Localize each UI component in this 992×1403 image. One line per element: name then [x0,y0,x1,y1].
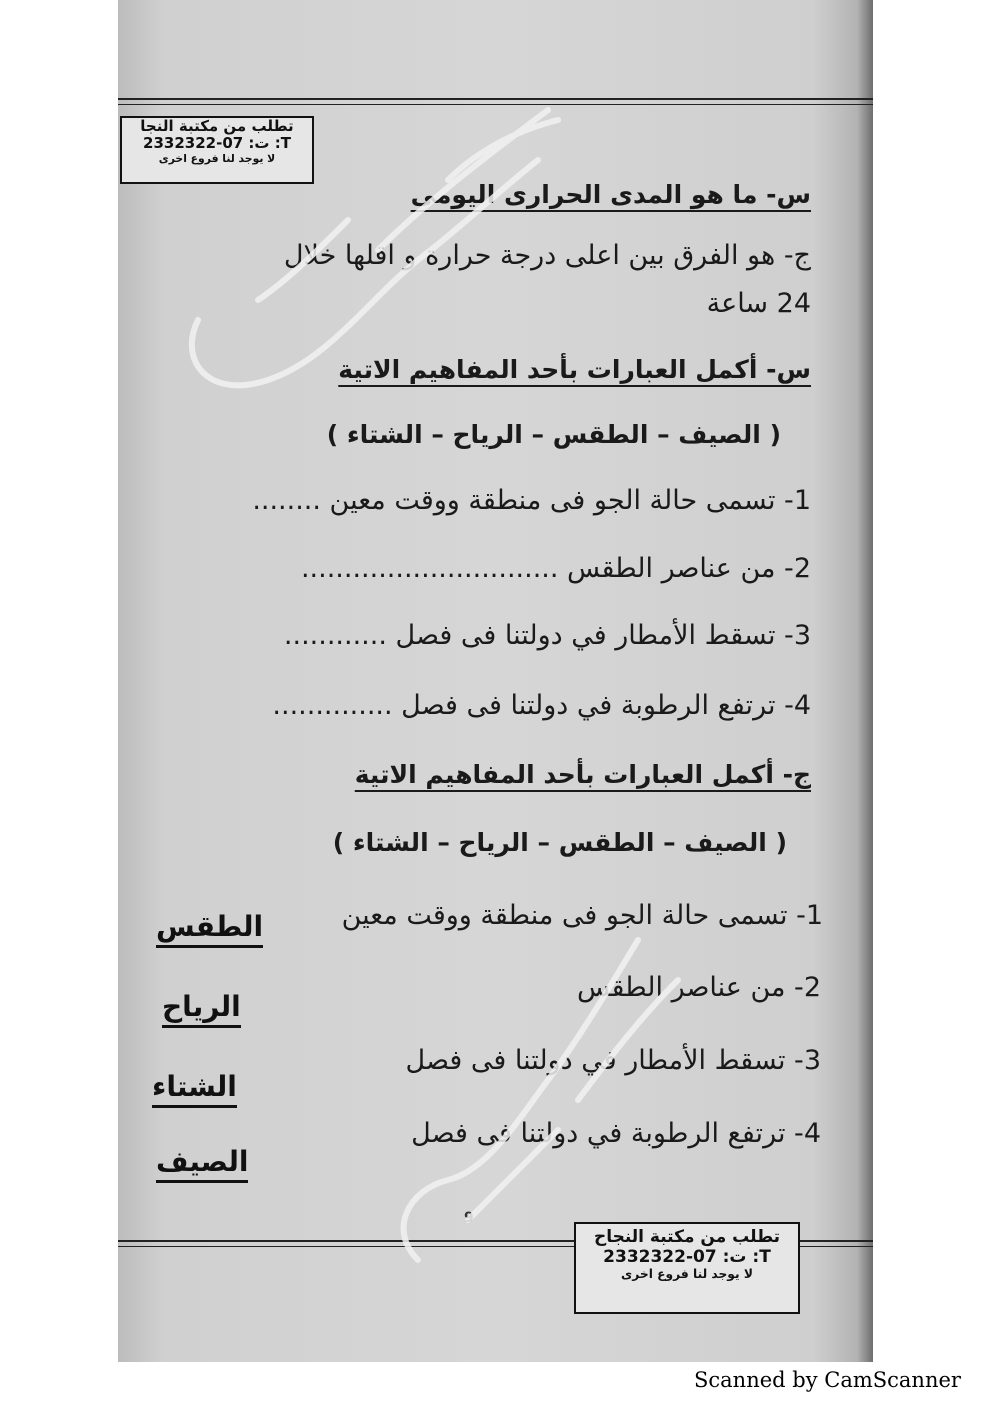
question-2-title: س- أكمل العبارات بأحد المفاهيم الاتية [338,355,811,384]
stamp-phone: ت: 07-2332322 :T [603,1246,771,1267]
answer-2-item-3: 3- تسقط الأمطار في دولتنا فى فصل [405,1045,821,1076]
answer-2-item-1: 1- تسمى حالة الجو فى منطقة ووقت معين [341,900,823,931]
answer-2-item-3-answer: الشتاء [152,1070,237,1108]
answer-1-line-2: 24 ساعة [706,288,811,319]
answer-2-item-4-answer: الصيف [156,1145,248,1183]
question-2-item-3: 3- تسقط الأمطار في دولتنا فى فصل ............ [283,620,811,651]
answer-2-title: ج- أكمل العبارات بأحد المفاهيم الاتية [354,760,811,789]
answer-2-options: ( الصيف – الطقس – الرياح – الشتاء ) [332,828,787,857]
question-2-item-1: 1- تسمى حالة الجو فى منطقة ووقت معين ........ [252,485,811,516]
answer-2-item-2: 2- من عناصر الطقس [577,972,821,1003]
question-2-item-2: 2- من عناصر الطقس .............................. [300,553,811,584]
answer-2-item-2-answer: الرياح [162,990,241,1028]
header-rule [118,98,873,100]
stamp-note: لا يوجد لنا فروع اخرى [621,1267,753,1282]
stamp-name: تطلب من مكتبة النجا [140,117,294,135]
stamp-phone: ت: 07-2332322 :T [143,134,291,153]
stamp-name: تطلب من مكتبة النجاح [593,1227,781,1247]
header-rule-2 [118,104,873,105]
answer-1-line-1: ج- هو الفرق بين اعلى درجة حرارة و اقلها خلال [283,240,811,271]
library-stamp-top [120,116,314,184]
scanner-footer: Scanned by CamScanner [694,1368,961,1392]
question-2-item-4: 4- ترتفع الرطوبة في دولتنا فى فصل .............. [272,690,811,721]
stamp-note: لا يوجد لنا فروع اخرى [158,151,276,165]
scanned-page [118,0,873,1362]
question-2-options: ( الصيف – الطقس – الرياح – الشتاء ) [326,420,781,449]
answer-2-item-4: 4- ترتفع الرطوبة في دولتنا فى فصل [411,1118,821,1149]
question-1-title: س- ما هو المدى الحرارى اليومى [410,180,811,209]
page-edge-shadow [857,0,873,1362]
answer-2-item-1-answer: الطقس [156,910,263,948]
page-number: 9 [464,1210,474,1226]
library-stamp-bottom [574,1222,800,1314]
